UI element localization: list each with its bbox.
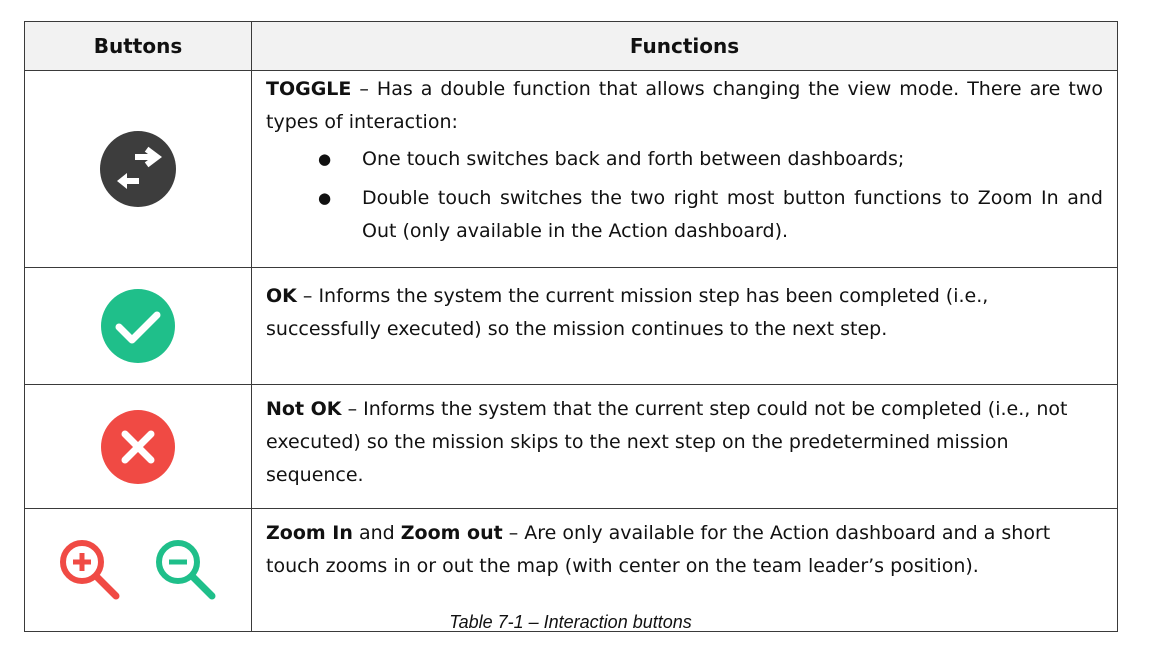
check-circle-icon	[100, 288, 176, 364]
function-text: and	[352, 522, 401, 544]
toggle-arrows-icon	[99, 130, 177, 208]
function-cell	[252, 268, 1118, 385]
function-text: – Are only available for the Action dashboard and a short touch zooms in or out the map (with center on the team leader’s position).	[266, 522, 1051, 577]
list-item: ● One touch switches back and forth between dashboards;	[266, 143, 1103, 176]
button-icon-cell	[25, 385, 252, 509]
interaction-buttons-table	[24, 21, 1118, 632]
toggle-description	[266, 73, 1103, 139]
function-title: OK	[266, 285, 297, 307]
function-title: Not OK	[266, 398, 342, 420]
zoom-in-icon	[56, 536, 124, 604]
zoom-out-icon	[152, 536, 220, 604]
bullet-list	[266, 143, 1103, 248]
header-buttons: Buttons	[25, 22, 252, 71]
function-text: – Informs the system the current mission step has been completed (i.e., successfully executed) so the mission continues to the next step.	[266, 285, 989, 340]
function-title: TOGGLE	[266, 78, 352, 100]
header-functions: Functions	[252, 22, 1118, 71]
table-header-row	[25, 22, 1118, 71]
function-title: Zoom In	[266, 522, 353, 544]
button-icon-cell	[25, 268, 252, 385]
x-circle-icon	[100, 409, 176, 485]
table-caption: Table 7-1 – Interaction buttons	[449, 612, 692, 632]
table-row	[25, 268, 1118, 385]
button-icon-cell	[25, 71, 252, 268]
function-cell	[252, 71, 1118, 268]
list-item: ● Double touch switches the two right most button functions to Zoom In and Out (only available in the Action dashboard).	[266, 182, 1103, 248]
table-row	[25, 385, 1118, 509]
function-text: – Informs the system that the current step could not be completed (i.e., not executed) so the mission skips to the next step on the predetermined mission sequence.	[266, 398, 1068, 486]
function-cell	[252, 385, 1118, 509]
function-text: – Has a double function that allows changing the view mode. There are two types of interaction:	[266, 78, 1103, 133]
table-row	[25, 71, 1118, 268]
function-title: Zoom out	[400, 522, 503, 544]
